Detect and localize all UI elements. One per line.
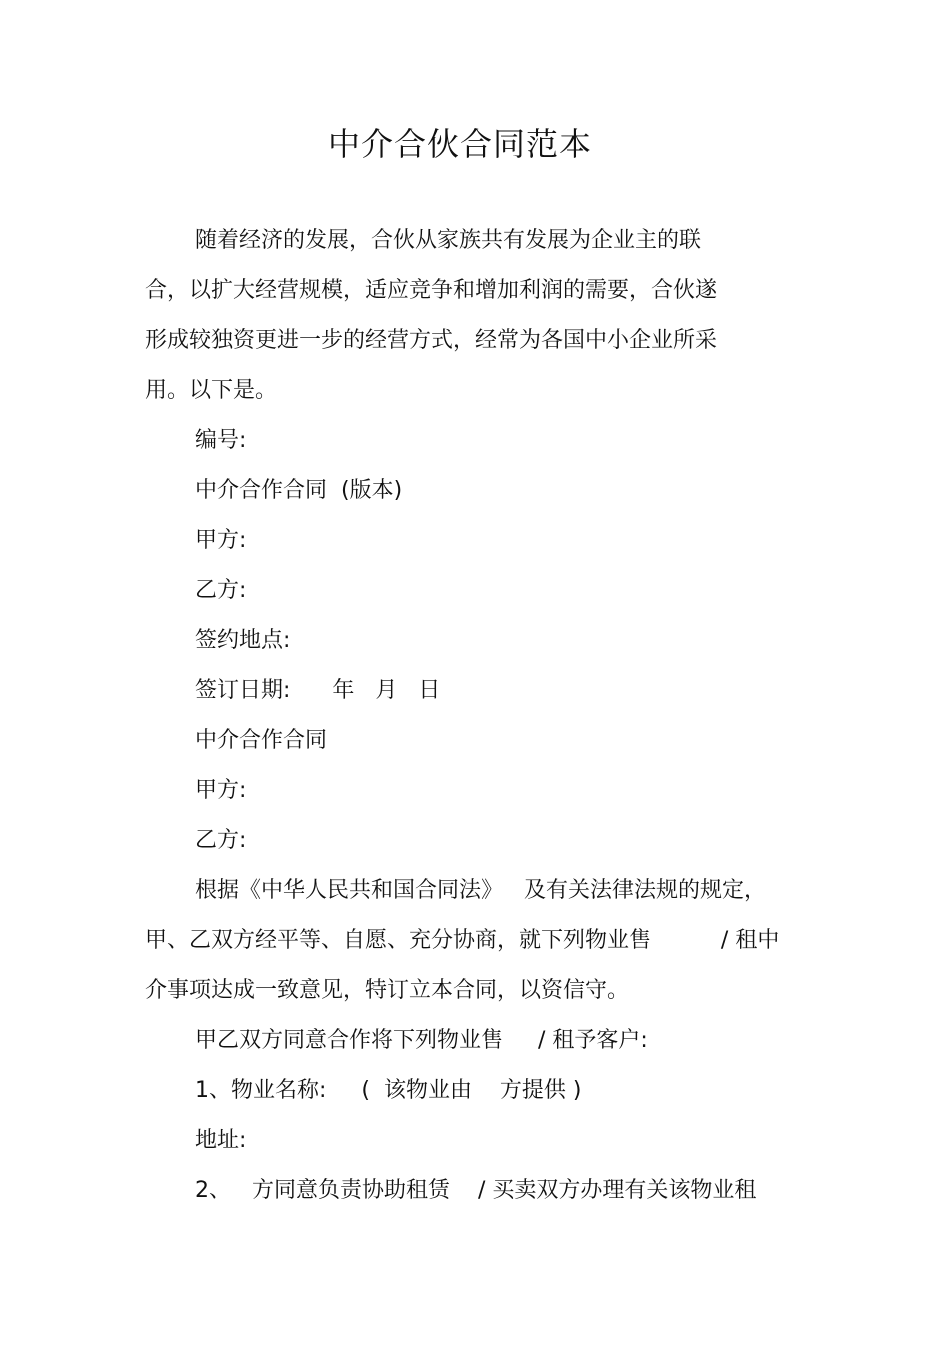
clause-2-line: 2、 方同意负责协助租赁 / 买卖双方办理有关该物业租 xyxy=(195,1178,757,1203)
intro-line-1: 随着经济的发展，合伙从家族共有发展为企业主的联 xyxy=(195,228,702,253)
contract-heading: 中介合作合同 xyxy=(195,728,328,753)
intro-line-4: 用。以下是。 xyxy=(145,378,278,403)
basis-line-1: 根据《中华人民共和国合同法》 及有关法律法规的规定， xyxy=(195,878,766,903)
clause-1-address: 地址: xyxy=(195,1128,247,1153)
party-a-label: 甲方: xyxy=(195,528,247,553)
party-a-label-2: 甲方: xyxy=(195,778,247,803)
agreement-line: 甲乙双方同意合作将下列物业售 / 租予客户: xyxy=(195,1028,648,1053)
document-title: 中介合伙合同范本 xyxy=(327,125,592,163)
basis-line-3: 介事项达成一致意见，特订立本合同，以资信守。 xyxy=(145,978,630,1003)
party-b-label: 乙方: xyxy=(195,578,247,603)
contract-number-label: 编号: xyxy=(195,428,247,453)
signing-date-label: 签订日期: 年 月 日 xyxy=(195,678,441,703)
signing-place-label: 签约地点: xyxy=(195,628,291,653)
party-b-label-2: 乙方: xyxy=(195,828,247,853)
clause-1-property-name: 1、物业名称: ( 该物业由 方提供 ) xyxy=(195,1078,582,1103)
basis-line-2: 甲、乙双方经平等、自愿、充分协商，就下列物业售 / 租中 xyxy=(145,928,780,953)
intro-line-2: 合，以扩大经营规模，适应竞争和增加利润的需要，合伙遂 xyxy=(145,278,718,303)
intro-line-3: 形成较独资更进一步的经营方式，经常为各国中小企业所采 xyxy=(145,328,718,353)
contract-name-version: 中介合作合同 (版本) xyxy=(195,478,403,503)
